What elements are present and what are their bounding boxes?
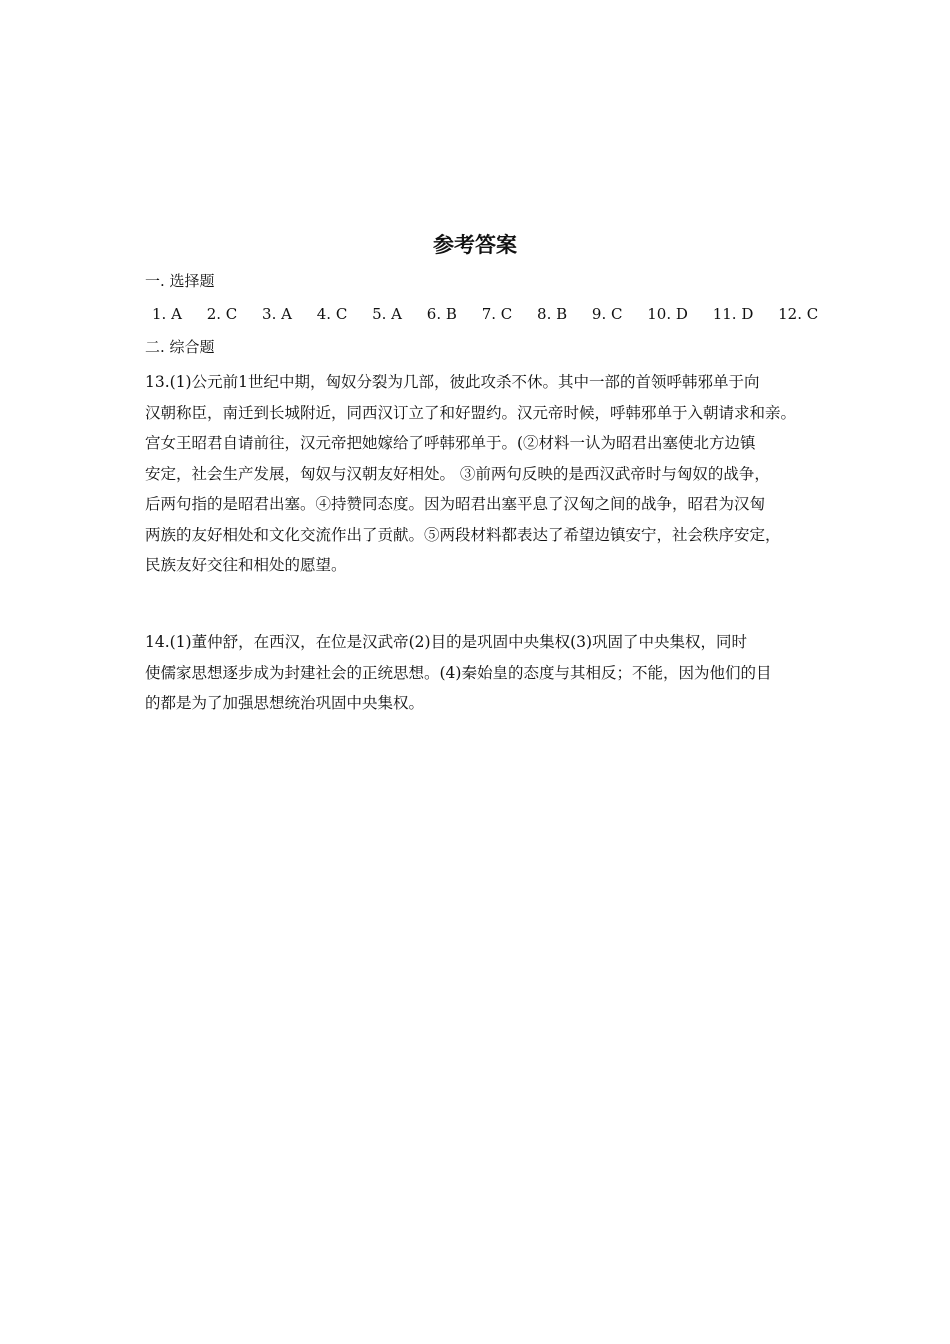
answer-item: 8. B	[537, 305, 568, 323]
answer-item: 9. C	[591, 305, 623, 323]
section-heading-choice: 一. 选择题	[145, 272, 215, 290]
answer-item: 1. A	[152, 305, 182, 323]
page-title: 参考答案	[433, 233, 517, 257]
text-line: 13.(1)公元前1世纪中期，匈奴分裂为几部，彼此攻杀不休。其中一部的首领呼韩邪单于向	[145, 373, 760, 391]
text-line: 后两句指的是昭君出塞。④持赞同态度。因为昭君出塞平息了汉匈之间的战争，昭君为汉匈	[145, 495, 766, 513]
answer-item: 5. A	[372, 305, 403, 323]
answer-item: 11. D	[712, 305, 754, 323]
text-line: 汉朝称臣，南迁到长城附近，同西汉订立了和好盟约。汉元帝时候，呼韩邪单于入朝请求和亲。	[145, 403, 797, 422]
section-heading-comprehensive: 二. 综合题	[145, 338, 215, 356]
answer-item: 3. A	[262, 305, 292, 323]
answer-q14	[145, 627, 825, 719]
text-line: 的都是为了加强思想统治巩固中央集权。	[145, 694, 425, 712]
answer-item: 12. C	[778, 305, 819, 323]
answer-item: 7. C	[481, 305, 513, 323]
text-line: 使儒家思想逐步成为封建社会的正统思想。(4)秦始皇的态度与其相反；不能，因为他们的目	[145, 663, 772, 682]
text-line: 14.(1)董仲舒，在西汉，在位是汉武帝(2)目的是巩固中央集权(3)巩固了中央集权，同时	[145, 633, 748, 651]
choice-answers	[152, 303, 838, 325]
answer-item: 2. C	[206, 305, 238, 323]
text-line: 宫女王昭君自请前往，汉元帝把她嫁给了呼韩邪单于。(②材料一认为昭君出塞使北方边镇	[145, 434, 756, 452]
answer-item: 4. C	[316, 305, 348, 323]
answer-item: 10. D	[647, 305, 688, 323]
text-line: 民族友好交往和相处的愿望。	[145, 556, 347, 574]
text-line: 安定，社会生产发展，匈奴与汉朝友好相处。 ③前两句反映的是西汉武帝时与匈奴的战争，	[145, 464, 770, 483]
answer-item: 6. B	[426, 305, 457, 323]
answer-q13	[145, 367, 825, 581]
text-line: 两族的友好相处和文化交流作出了贡献。⑤两段材料都表达了希望边镇安宁，社会秩序安定，	[145, 525, 781, 544]
